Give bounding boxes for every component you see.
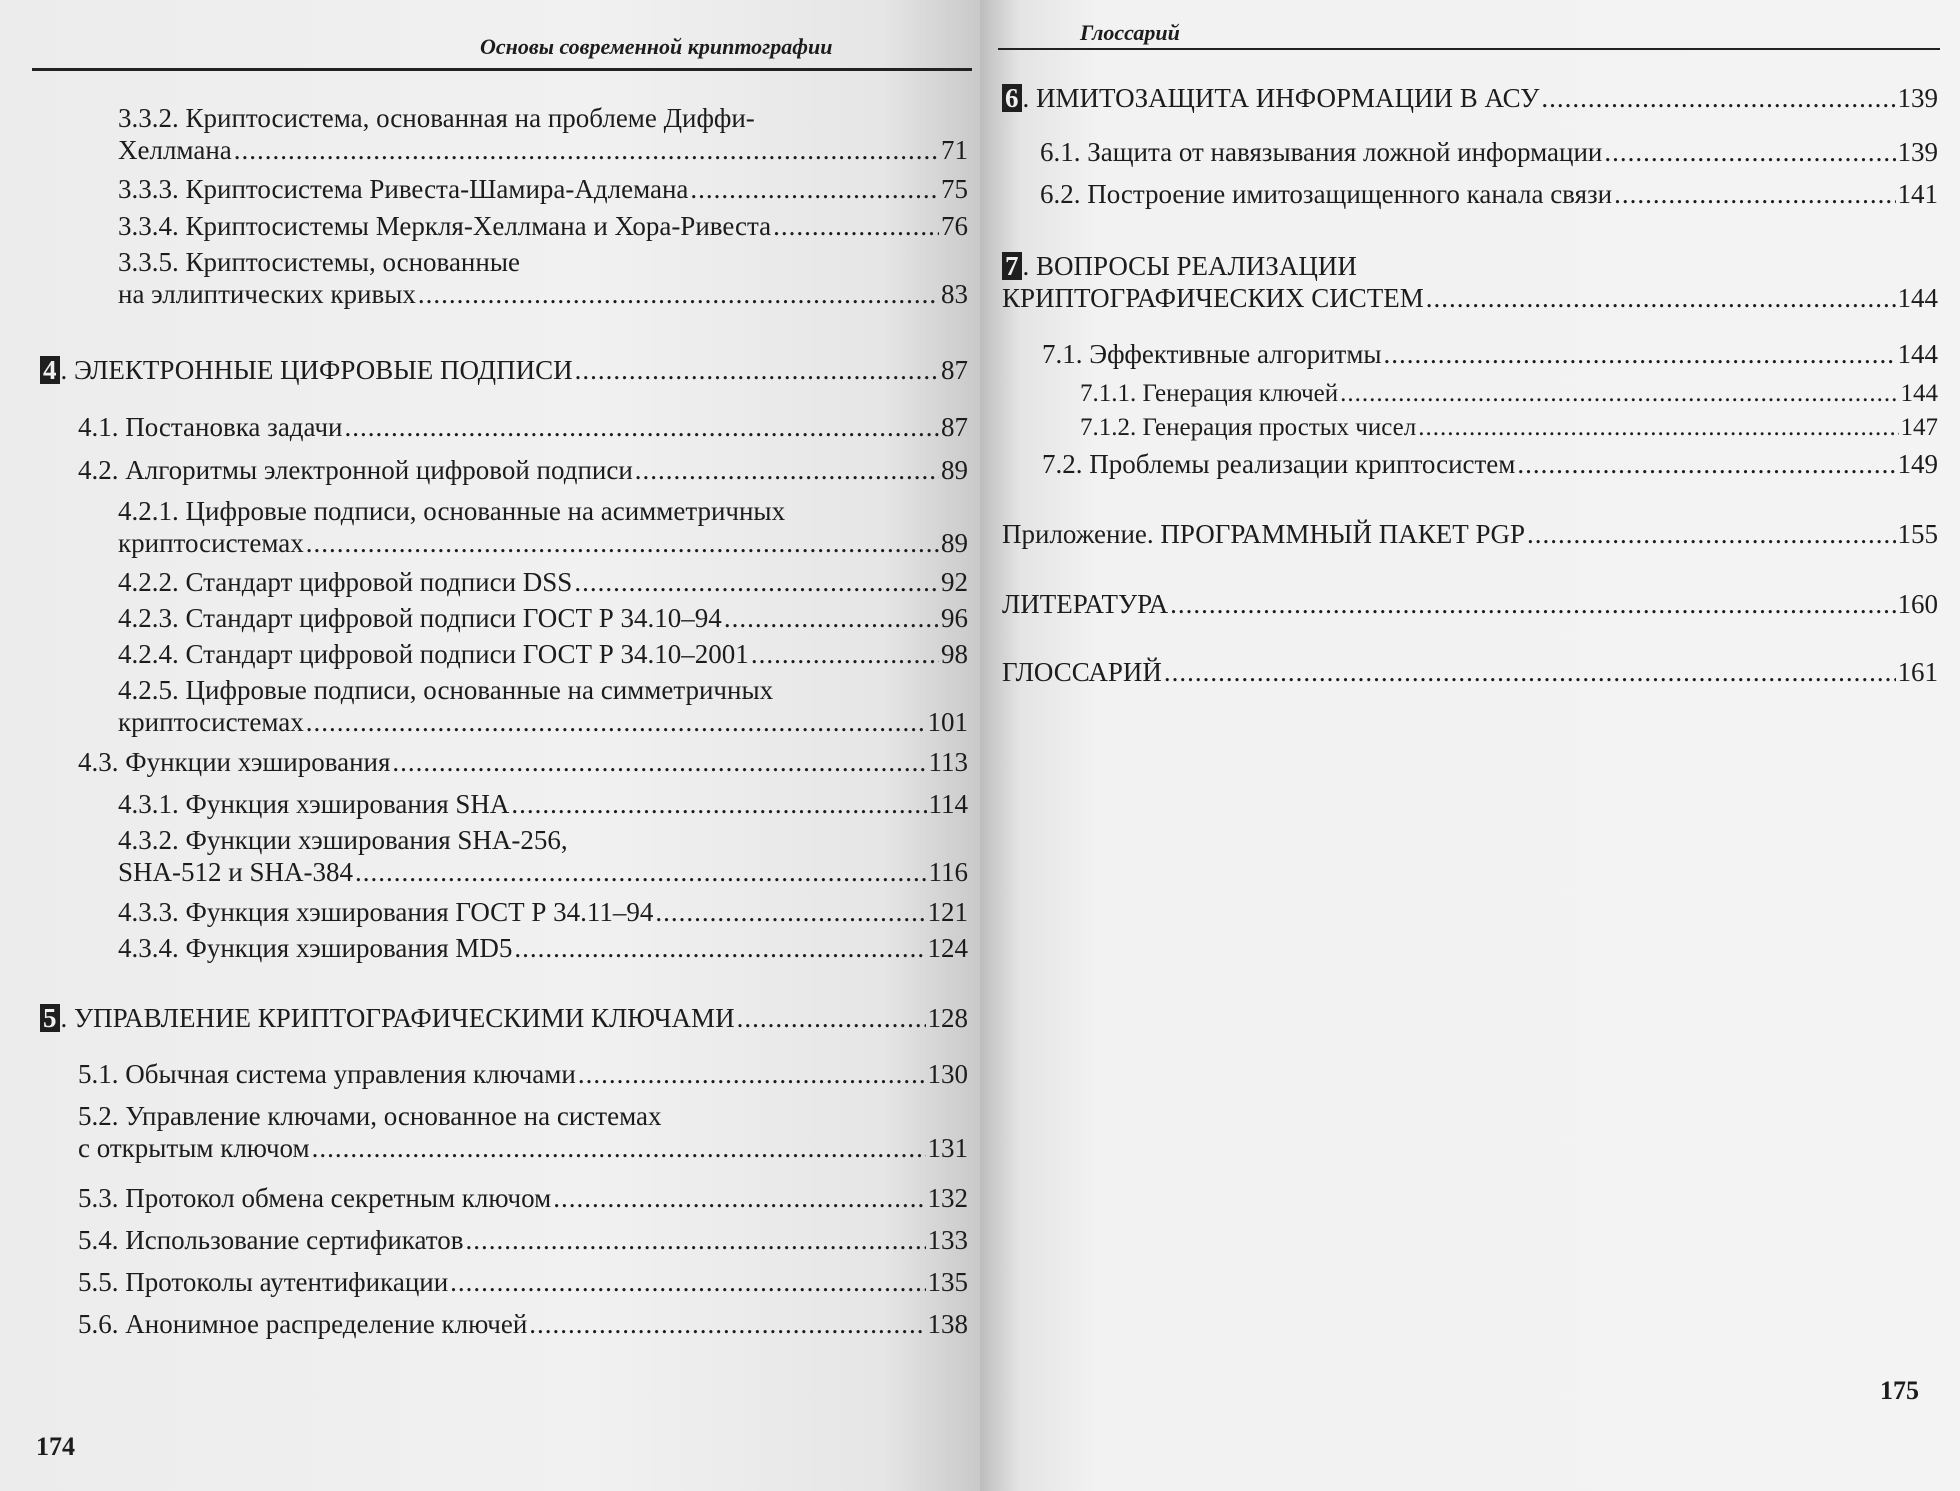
toc-entry-3-3-5	[118, 246, 968, 310]
toc-page-number: 144	[1900, 380, 1938, 407]
toc-entry-title: 7.1.2. Генерация простых чисел	[1080, 414, 1417, 441]
toc-page-number: 138	[927, 1309, 968, 1339]
toc-entry-title: 4.1. Постановка задачи	[78, 412, 343, 442]
toc-entry-5-5	[78, 1266, 968, 1298]
toc-entry-title: 3.3.4. Криптосистемы Меркля-Хеллмана и Хора-Ривеста	[118, 211, 772, 241]
toc-entry-line: 3.3.2. Криптосистема, основанная на проблеме Диффи-	[118, 103, 755, 133]
toc-entry-5-4	[78, 1224, 968, 1256]
toc-chapter-4	[40, 354, 968, 386]
chapter-number-box: 4	[40, 356, 60, 384]
toc-page-number: 83	[941, 279, 968, 309]
toc-entry-5-3	[78, 1182, 968, 1214]
toc-entry-7-1	[1042, 338, 1938, 370]
toc-appendix	[1002, 518, 1938, 550]
toc-entry-title: Приложение. ПРОГРАММНЫЙ ПАКЕТ PGP	[1002, 519, 1526, 549]
right-page	[980, 0, 1960, 1491]
dot-leader	[418, 278, 939, 310]
toc-page-number: 87	[941, 355, 968, 385]
toc-entry-3-3-3	[118, 173, 968, 205]
toc-entry-line: 4.2.1. Цифровые подписи, основанные на асимметричных	[118, 496, 786, 526]
chapter-number-box: 7	[1002, 252, 1022, 280]
toc-entry-line: 3.3.5. Криптосистемы, основанные	[118, 247, 520, 277]
toc-page-number: 131	[927, 1133, 968, 1163]
toc-entry-line: . ВОПРОСЫ РЕАЛИЗАЦИИ	[1022, 251, 1357, 281]
dot-leader	[1426, 282, 1896, 314]
toc-entry-line: 5.2. Управление ключами, основанное на системах	[78, 1101, 662, 1131]
dot-leader	[751, 638, 939, 670]
dot-leader	[1517, 448, 1895, 480]
dot-leader	[450, 1266, 925, 1298]
toc-entry-title: ЛИТЕРАТУРА	[1002, 589, 1169, 619]
toc-entry-title: КРИПТОГРАФИЧЕСКИХ СИСТЕМ	[1002, 283, 1424, 313]
toc-entry-title: 7.1. Эффективные алгоритмы	[1042, 339, 1382, 369]
toc-page-number: 155	[1897, 519, 1938, 549]
toc-page-number: 132	[927, 1183, 968, 1213]
toc-chapter-6	[1002, 82, 1938, 114]
dot-leader	[1604, 136, 1895, 168]
running-head: Основы современной криптографии	[480, 34, 833, 59]
dot-leader	[1384, 338, 1896, 370]
toc-entry-title: 7.1.1. Генерация ключей	[1080, 380, 1339, 407]
toc-page-number: 160	[1897, 589, 1938, 619]
toc-page-number: 89	[941, 528, 968, 558]
toc-entry-3-3-2	[118, 102, 968, 166]
dot-leader	[514, 932, 925, 964]
toc-literature	[1002, 588, 1938, 620]
toc-page-number: 149	[1897, 449, 1938, 479]
dot-leader	[724, 602, 939, 634]
toc-entry-4-2-5	[118, 674, 968, 738]
toc-entry-title: на эллиптических кривых	[118, 279, 416, 309]
dot-leader	[355, 856, 927, 888]
toc-entry-4-3	[78, 746, 968, 778]
toc-page-number: 96	[941, 603, 968, 633]
toc-page-number: 147	[1900, 414, 1938, 441]
page-number: 174	[36, 1432, 75, 1461]
toc-entry-title: ГЛОССАРИЙ	[1002, 657, 1162, 687]
toc-entry-4-2-2	[118, 566, 968, 598]
toc-entry-title: 4.2.4. Стандарт цифровой подписи ГОСТ Р 34.10–2001	[118, 639, 749, 669]
toc-chapter-5	[40, 1002, 968, 1034]
dot-leader	[312, 1132, 926, 1164]
dot-leader	[553, 1182, 925, 1214]
dot-leader	[511, 788, 926, 820]
toc-entry-title: 4.3.4. Функция хэширования MD5	[118, 933, 513, 963]
dot-leader	[344, 411, 939, 443]
header-rule	[998, 48, 1940, 50]
dot-leader	[655, 896, 925, 928]
dot-leader	[306, 706, 926, 738]
toc-page-number: 135	[927, 1267, 968, 1297]
toc-entry-title: 7.2. Проблемы реализации криптосистем	[1042, 449, 1516, 479]
toc-entry-title: 3.3.3. Криптосистема Ривеста-Шамира-Адлемана	[118, 174, 689, 204]
toc-entry-4-3-2	[118, 824, 968, 888]
toc-page-number: 92	[941, 567, 968, 597]
toc-entry-title: криптосистемах	[118, 528, 304, 558]
toc-entry-4-1	[78, 411, 968, 443]
toc-page-number: 130	[927, 1059, 968, 1089]
toc-page-number: 114	[928, 789, 968, 819]
toc-page-number: 75	[941, 174, 968, 204]
toc-entry-line: 4.3.2. Функции хэширования SHA-256,	[118, 825, 568, 855]
toc-entry-4-2-1	[118, 495, 968, 559]
toc-entry-5-1	[78, 1058, 968, 1090]
dot-leader	[234, 134, 939, 166]
dot-leader	[1527, 518, 1895, 550]
toc-entry-title: 5.6. Анонимное распределение ключей	[78, 1309, 528, 1339]
toc-page-number: 144	[1897, 339, 1938, 369]
toc-page-number: 76	[941, 211, 968, 241]
dot-leader	[690, 173, 939, 205]
header-rule	[32, 68, 972, 71]
toc-entry-4-2-4	[118, 638, 968, 670]
dot-leader	[578, 1058, 926, 1090]
toc-chapter-7	[1002, 250, 1938, 314]
page-number: 175	[1880, 1376, 1919, 1405]
toc-entry-title: 5.1. Обычная система управления ключами	[78, 1059, 576, 1089]
dot-leader	[574, 566, 939, 598]
toc-entry-title: 4.2.2. Стандарт цифровой подписи DSS	[118, 567, 573, 597]
dot-leader	[1541, 82, 1895, 114]
toc-entry-title: 4.2.3. Стандарт цифровой подписи ГОСТ Р 34.10–94	[118, 603, 722, 633]
toc-entry-title: . УПРАВЛЕНИЕ КРИПТОГРАФИЧЕСКИМИ КЛЮЧАМИ	[60, 1003, 735, 1033]
toc-page-number: 124	[927, 933, 968, 963]
toc-page-number: 139	[1897, 137, 1938, 167]
toc-entry-title: криптосистемах	[118, 707, 304, 737]
toc-entry-4-3-1	[118, 788, 968, 820]
toc-page-number: 133	[927, 1225, 968, 1255]
dot-leader	[465, 1224, 925, 1256]
toc-page-number: 144	[1897, 283, 1938, 313]
toc-page-number: 116	[928, 857, 968, 887]
toc-entry-6-2	[1040, 178, 1938, 210]
toc-page-number: 139	[1897, 83, 1938, 113]
toc-page-number: 101	[927, 707, 968, 737]
toc-page-number: 89	[941, 455, 968, 485]
toc-entry-title: 5.4. Использование сертификатов	[78, 1225, 464, 1255]
toc-entry-4-3-3	[118, 896, 968, 928]
dot-leader	[1164, 656, 1896, 688]
toc-entry-title: 4.2. Алгоритмы электронной цифровой подписи	[78, 455, 633, 485]
toc-entry-7-1-1	[1080, 378, 1938, 410]
toc-entry-title: SHA-512 и SHA-384	[118, 857, 353, 887]
toc-entry-4-2	[78, 454, 968, 486]
toc-page-number: 161	[1897, 657, 1938, 687]
toc-page-number: 113	[928, 747, 968, 777]
toc-entry-7-2	[1042, 448, 1938, 480]
toc-entry-title: 6.2. Построение имитозащищенного канала связи	[1040, 179, 1613, 209]
dot-leader	[1614, 178, 1895, 210]
toc-entry-4-3-4	[118, 932, 968, 964]
toc-page-number: 141	[1897, 179, 1938, 209]
chapter-number-box: 6	[1002, 84, 1022, 112]
toc-entry-title: . ЭЛЕКТРОННЫЕ ЦИФРОВЫЕ ПОДПИСИ	[60, 355, 573, 385]
toc-entry-title: 4.3.3. Функция хэширования ГОСТ Р 34.11–94	[118, 897, 654, 927]
dot-leader	[1170, 588, 1895, 620]
toc-page-number: 87	[941, 412, 968, 442]
toc-entry-line: 4.2.5. Цифровые подписи, основанные на симметричных	[118, 675, 774, 705]
toc-entry-title: 4.3.1. Функция хэширования SHA	[118, 789, 510, 819]
dot-leader	[1418, 412, 1898, 444]
running-head: Глоссарий	[1080, 20, 1180, 45]
dot-leader	[1340, 378, 1898, 410]
toc-page-number: 128	[927, 1003, 968, 1033]
toc-entry-title: 5.5. Протоколы аутентификации	[78, 1267, 449, 1297]
toc-entry-title: 5.3. Протокол обмена секретным ключом	[78, 1183, 552, 1213]
toc-entry-7-1-2	[1080, 412, 1938, 444]
toc-page-number: 98	[941, 639, 968, 669]
toc-entry-title: 6.1. Защита от навязывания ложной информации	[1040, 137, 1603, 167]
toc-entry-6-1	[1040, 136, 1938, 168]
toc-entry-4-2-3	[118, 602, 968, 634]
toc-entry-title: . ИМИТОЗАЩИТА ИНФОРМАЦИИ В АСУ	[1022, 83, 1540, 113]
toc-entry-3-3-4	[118, 210, 968, 242]
toc-page-number: 71	[941, 135, 968, 165]
toc-entry-title: Хеллмана	[118, 135, 232, 165]
toc-glossary	[1002, 656, 1938, 688]
dot-leader	[392, 746, 926, 778]
dot-leader	[575, 354, 939, 386]
chapter-number-box: 5	[40, 1004, 60, 1032]
toc-entry-title: 4.3. Функции хэширования	[78, 747, 391, 777]
toc-page-number: 121	[927, 897, 968, 927]
dot-leader	[773, 210, 939, 242]
dot-leader	[737, 1002, 926, 1034]
toc-entry-title: с открытым ключом	[78, 1133, 310, 1163]
dot-leader	[306, 527, 939, 559]
dot-leader	[529, 1308, 925, 1340]
dot-leader	[635, 454, 939, 486]
toc-entry-5-2	[78, 1100, 968, 1164]
toc-entry-5-6	[78, 1308, 968, 1340]
